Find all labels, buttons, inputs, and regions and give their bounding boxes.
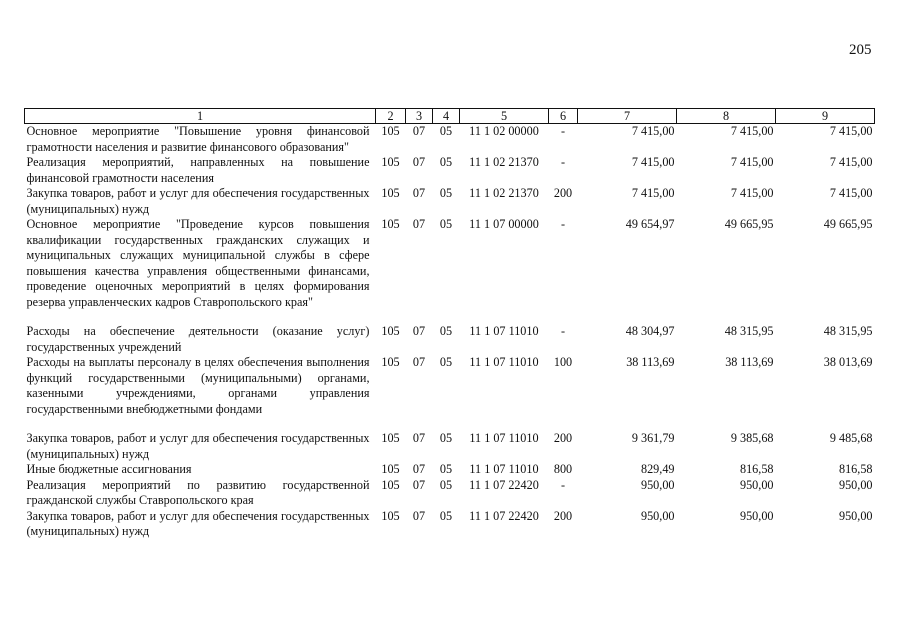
header-col-1: 1: [25, 109, 376, 124]
cell-amount-col9: 9 485,68: [829, 431, 873, 445]
cell-name: Закупка товаров, работ и услуг для обеспечения государственных (муниципальных) нужд: [26, 186, 370, 216]
cell-amount-col7: 950,00: [640, 477, 675, 492]
cell-section: 07: [412, 355, 426, 369]
cell-amount-col8: 48 315,95: [724, 324, 774, 338]
cell-subsection: 05: [439, 124, 453, 138]
cell-expense-type: -: [560, 477, 566, 492]
cell-name: Основное мероприятие "Проведение курсов повышения квалификации государственных гражданских служащих и муниципальных служащих муниципальной службы в сфере повышения качества управления общественными финансами, проведение оценочных мероприятий в целях формирования резерва управленческих кадров Ставропольского края": [26, 217, 370, 309]
cell-amount-col7: 49 654,97: [625, 217, 675, 231]
cell-amount-col9: 49 665,95: [823, 217, 873, 231]
cell-section: 07: [412, 186, 426, 200]
cell-amount-col9: 816,58: [838, 462, 873, 476]
cell-grbs: 105: [381, 217, 400, 231]
cell-section: 07: [412, 155, 426, 169]
cell-grbs: 105: [381, 324, 400, 338]
cell-amount-col7: 9 361,79: [631, 431, 675, 445]
cell-target-article: 11 1 07 22420: [469, 508, 539, 523]
table-row: [25, 124, 875, 156]
cell-subsection: 05: [439, 431, 453, 445]
header-col-6: 6: [549, 109, 578, 124]
table-row: [25, 217, 875, 324]
cell-grbs: 105: [381, 355, 400, 369]
cell-amount-col8: 7 415,00: [730, 124, 774, 138]
table-row: [25, 186, 875, 217]
header-col-5: 5: [460, 109, 549, 124]
cell-name: Закупка товаров, работ и услуг для обеспечения государственных (муниципальных) нужд: [26, 431, 370, 461]
cell-subsection: 05: [439, 324, 453, 338]
cell-section: 07: [412, 124, 426, 138]
header-row: [25, 109, 875, 124]
cell-amount-col7: 7 415,00: [631, 155, 675, 169]
cell-grbs: 105: [381, 508, 400, 523]
cell-target-article: 11 1 02 00000: [469, 124, 539, 138]
cell-grbs: 105: [381, 186, 400, 200]
cell-target-article: 11 1 07 11010: [469, 462, 539, 476]
cell-expense-type: -: [560, 155, 566, 169]
cell-section: 07: [412, 431, 426, 445]
cell-target-article: 11 1 07 11010: [469, 355, 539, 369]
cell-subsection: 05: [439, 477, 453, 492]
cell-subsection: 05: [439, 355, 453, 369]
cell-expense-type: 200: [553, 186, 573, 200]
cell-amount-col7: 950,00: [640, 508, 675, 523]
cell-target-article: 11 1 07 22420: [469, 477, 539, 492]
cell-amount-col8: 38 113,69: [725, 355, 774, 369]
cell-section: 07: [412, 217, 426, 231]
table-row: [25, 509, 875, 540]
cell-amount-col9: 950,00: [838, 508, 873, 523]
table-row: [25, 155, 875, 186]
cell-amount-col8: 7 415,00: [730, 186, 774, 200]
cell-section: 07: [412, 508, 426, 523]
cell-name: Закупка товаров, работ и услуг для обеспечения государственных (муниципальных) нужд: [26, 508, 370, 538]
cell-amount-col9: 38 013,69: [823, 355, 873, 369]
cell-amount-col8: 7 415,00: [730, 155, 774, 169]
cell-expense-type: 800: [553, 462, 573, 476]
cell-subsection: 05: [439, 508, 453, 523]
cell-expense-type: -: [560, 217, 566, 231]
cell-grbs: 105: [381, 462, 400, 476]
table-row: [25, 324, 875, 355]
cell-name: Расходы на обеспечение деятельности (оказание услуг) государственных учреждений: [26, 324, 370, 354]
cell-expense-type: 200: [553, 508, 573, 523]
cell-name: Реализация мероприятий, направленных на повышение финансовой грамотности населения: [26, 155, 370, 185]
table-body: [25, 124, 875, 540]
cell-expense-type: 200: [553, 431, 573, 445]
cell-subsection: 05: [439, 462, 453, 476]
cell-section: 07: [412, 324, 426, 338]
table-row: [25, 355, 875, 431]
cell-name: Реализация мероприятий по развитию государственной гражданской службы Ставропольского края: [26, 477, 370, 507]
budget-table: [24, 108, 875, 540]
cell-amount-col9: 7 415,00: [829, 186, 873, 200]
cell-amount-col8: 816,58: [739, 462, 774, 476]
cell-target-article: 11 1 02 21370: [469, 186, 539, 200]
cell-grbs: 105: [381, 431, 400, 445]
cell-target-article: 11 1 07 00000: [469, 217, 539, 231]
cell-target-article: 11 1 07 11010: [469, 324, 539, 338]
cell-expense-type: -: [560, 324, 566, 338]
cell-target-article: 11 1 02 21370: [469, 155, 539, 169]
header-col-7: 7: [578, 109, 677, 124]
table-row: [25, 431, 875, 462]
cell-amount-col8: 9 385,68: [730, 431, 774, 445]
table-row: [25, 462, 875, 478]
cell-target-article: 11 1 07 11010: [469, 431, 539, 445]
table-header: [25, 109, 875, 124]
cell-amount-col7: 7 415,00: [631, 124, 675, 138]
header-col-8: 8: [677, 109, 776, 124]
cell-amount-col8: 950,00: [739, 508, 774, 523]
cell-grbs: 105: [381, 477, 400, 492]
cell-subsection: 05: [439, 217, 453, 231]
header-col-9: 9: [776, 109, 875, 124]
header-col-2: 2: [376, 109, 406, 124]
cell-name: Иные бюджетные ассигнования: [26, 462, 192, 476]
cell-amount-col9: 7 415,00: [829, 124, 873, 138]
cell-amount-col7: 38 113,69: [626, 355, 675, 369]
cell-amount-col8: 49 665,95: [724, 217, 774, 231]
cell-name: Расходы на выплаты персоналу в целях обеспечения выполнения функций государственными (муниципальными) органами, казенными учреждениями, органами управления государственными внебюджетными фондами: [26, 355, 370, 416]
cell-amount-col7: 7 415,00: [631, 186, 675, 200]
cell-section: 07: [412, 462, 426, 476]
cell-subsection: 05: [439, 155, 453, 169]
cell-expense-type: -: [560, 124, 566, 138]
table-row: [25, 478, 875, 509]
header-col-3: 3: [406, 109, 433, 124]
cell-grbs: 105: [381, 124, 400, 138]
cell-name: Основное мероприятие "Повышение уровня финансовой грамотности населения и развитие финансового образования": [26, 124, 370, 154]
cell-amount-col9: 48 315,95: [823, 324, 873, 338]
page-number: 205: [849, 42, 872, 58]
cell-grbs: 105: [381, 155, 400, 169]
cell-amount-col7: 829,49: [640, 462, 675, 476]
cell-amount-col7: 48 304,97: [625, 324, 675, 338]
cell-section: 07: [412, 477, 426, 492]
cell-amount-col9: 7 415,00: [829, 155, 873, 169]
cell-amount-col9: 950,00: [838, 477, 873, 492]
cell-amount-col8: 950,00: [739, 477, 774, 492]
cell-subsection: 05: [439, 186, 453, 200]
cell-expense-type: 100: [553, 355, 573, 369]
header-col-4: 4: [433, 109, 460, 124]
